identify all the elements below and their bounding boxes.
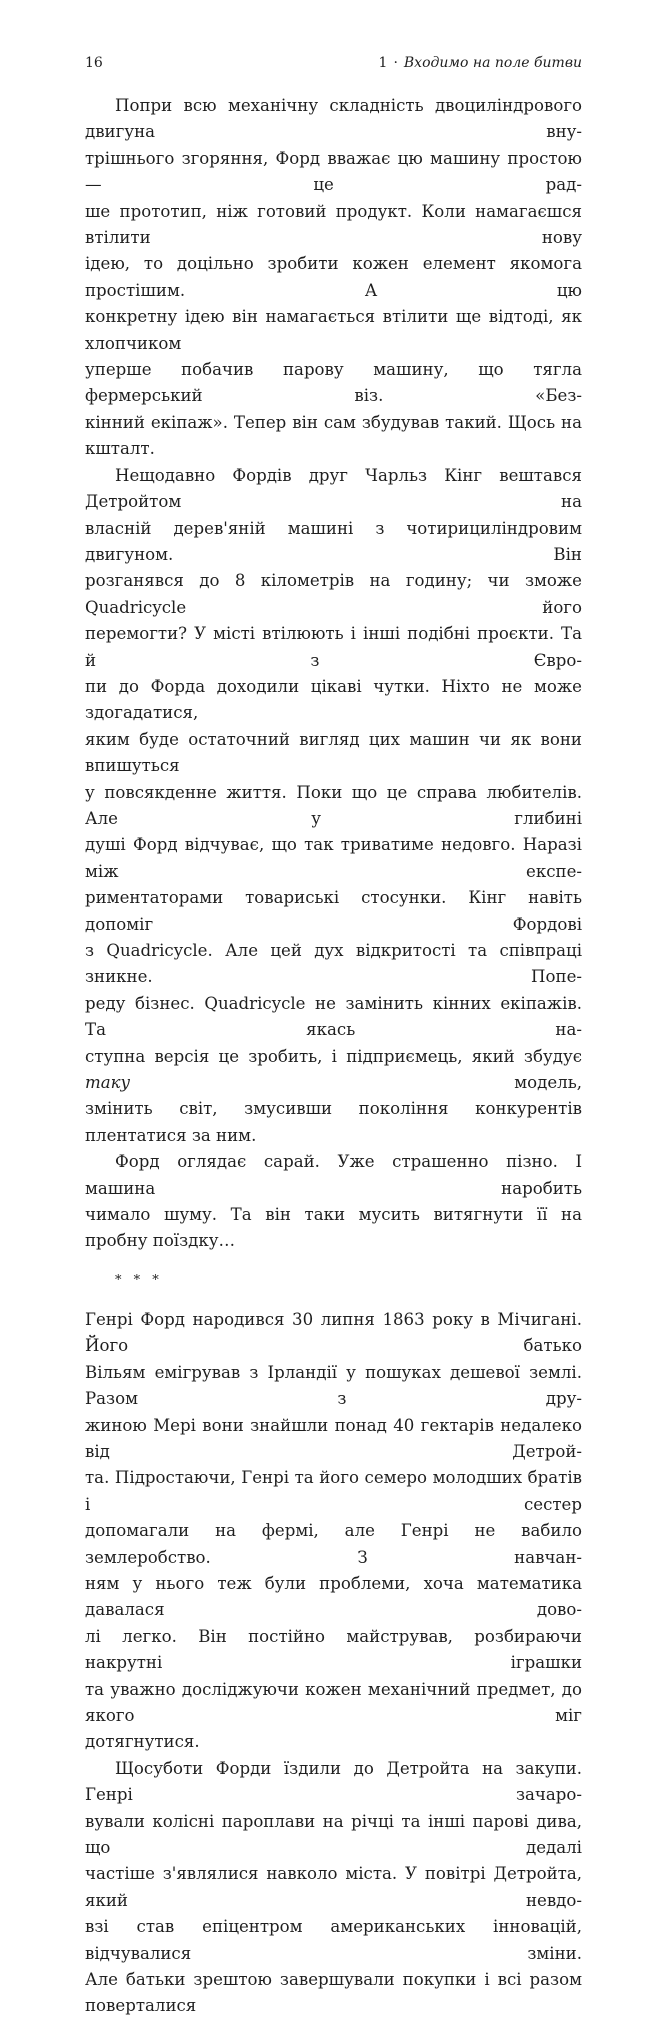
- text-line: реду бізнес. Quadricycle не замінить кінних екіпажів. Та якась на-: [85, 993, 582, 1040]
- emphasis-text: таку: [85, 1073, 131, 1093]
- page-number: 16: [85, 55, 103, 71]
- text-line: власній дерев'яній машині з чотирициліндровим двигуном. Він: [85, 518, 582, 564]
- text-line: та уважно досліджуючи кожен механічний предмет, до якого міг: [85, 1679, 582, 1725]
- text-run: ступна версія це зробить, і підприємець, який збудує: [85, 1046, 582, 1066]
- text-line: допомагали на фермі, але Генрі не вабило землеробство. З навчан-: [85, 1521, 582, 1567]
- text-line: з Quadricycle. Але цей дух відкритості та співпраці зникне. Попе-: [85, 941, 582, 987]
- text-line: ідею, то доцільно зробити кожен елемент якомога простішим. А цю: [85, 254, 582, 300]
- text-line: кінний екіпаж». Тепер він сам збудував такий. Щось на кшталт.: [85, 412, 582, 459]
- text-line: взі став епіцентром американських інновацій, відчувалися зміни.: [85, 1917, 582, 1963]
- paragraph-4: [85, 1307, 582, 1756]
- text-line: конкретну ідею він намагається втілити ще відтоді, як хлопчиком: [85, 307, 582, 353]
- paragraph-2: [85, 463, 582, 1150]
- text-line: жиною Мері вони знайшли понад 40 гектарів недалеко від Детрой-: [85, 1415, 582, 1461]
- paragraph-5: [85, 1756, 582, 2020]
- paragraph-3: [85, 1149, 582, 1255]
- section-separator: * * *: [115, 1272, 163, 1288]
- chapter-title: Входимо на поле битви: [403, 55, 582, 71]
- text-line: Але батьки зрештою завершували покупки і всі разом поверталися: [85, 1970, 582, 2016]
- text-line: вували колісні пароплави на річці та інші парові дива, що дедалі: [85, 1811, 582, 1857]
- text-line: Вільям емігрував з Ірландії у пошуках дешевої землі. Разом з дру-: [85, 1362, 582, 1409]
- text-line: пи до Форда доходили цікаві чутки. Ніхто не може здогадатися,: [85, 676, 582, 723]
- text-line: у повсякденне життя. Поки що це справа любителів. Але у глибині: [85, 782, 582, 828]
- text-line: чимало шуму. Та він таки мусить витягнути її на пробну поїздку…: [85, 1205, 582, 1251]
- text-line: риментаторами товариські стосунки. Кінг навіть допоміг Фордові: [85, 888, 582, 934]
- text-line: Форд оглядає сарай. Уже страшенно пізно. І машина наробить: [85, 1152, 582, 1198]
- text-line: дотягнутися.: [85, 1732, 200, 1752]
- page-header: [85, 55, 582, 77]
- text-line: Генрі Форд народився 30 липня 1863 року в Мічигані. Його батько: [85, 1309, 582, 1356]
- text-line: трішнього згоряння, Форд вважає цю машину простою — це рад-: [85, 148, 582, 195]
- text-line: уперше побачив парову машину, що тягла фермерський віз. «Без-: [85, 360, 582, 406]
- text-line: перемогти? У місті втілюють і інші подібні проєкти. Та й з Євро-: [85, 624, 582, 670]
- text-line: Щосуботи Форди їздили до Детройта на закупи. Генрі зачаро-: [85, 1758, 582, 1805]
- text-run: модель,: [130, 1073, 582, 1093]
- page-body: [85, 93, 582, 2020]
- text-line: розганявся до 8 кілометрів на годину; чи зможе Quadricycle його: [85, 571, 582, 617]
- text-line: Нещодавно Фордів друг Чарльз Кінг вештався Детройтом на: [85, 465, 582, 512]
- text-line: яким буде остаточний вигляд цих машин чи як вони впишуться: [85, 729, 582, 776]
- text-line: лі легко. Він постійно майстрував, розбираючи накрутні іграшки: [85, 1626, 582, 1673]
- running-head-separator: ·: [393, 55, 398, 71]
- running-head: [379, 55, 582, 71]
- text-line: частіше з'являлися навколо міста. У повітрі Детройта, який невдо-: [85, 1864, 582, 1910]
- paragraph-1: [85, 93, 582, 463]
- text-line: змінить світ, змусивши покоління конкурентів плентатися за ним.: [85, 1099, 582, 1145]
- text-line: ням у нього теж були проблеми, хоча математика давалася дово-: [85, 1573, 582, 1620]
- text-line: ше прототип, ніж готовий продукт. Коли намагаєшся втілити нову: [85, 201, 582, 248]
- text-line: душі Форд відчуває, що так триватиме недовго. Наразі між експе-: [85, 835, 582, 881]
- text-line: [85, 1044, 582, 1097]
- text-line: Попри всю механічну складність двоциліндрового двигуна вну-: [85, 96, 582, 142]
- chapter-number: 1: [378, 55, 388, 71]
- text-line: та. Підростаючи, Генрі та його семеро молодших братів і сестер: [85, 1468, 582, 1514]
